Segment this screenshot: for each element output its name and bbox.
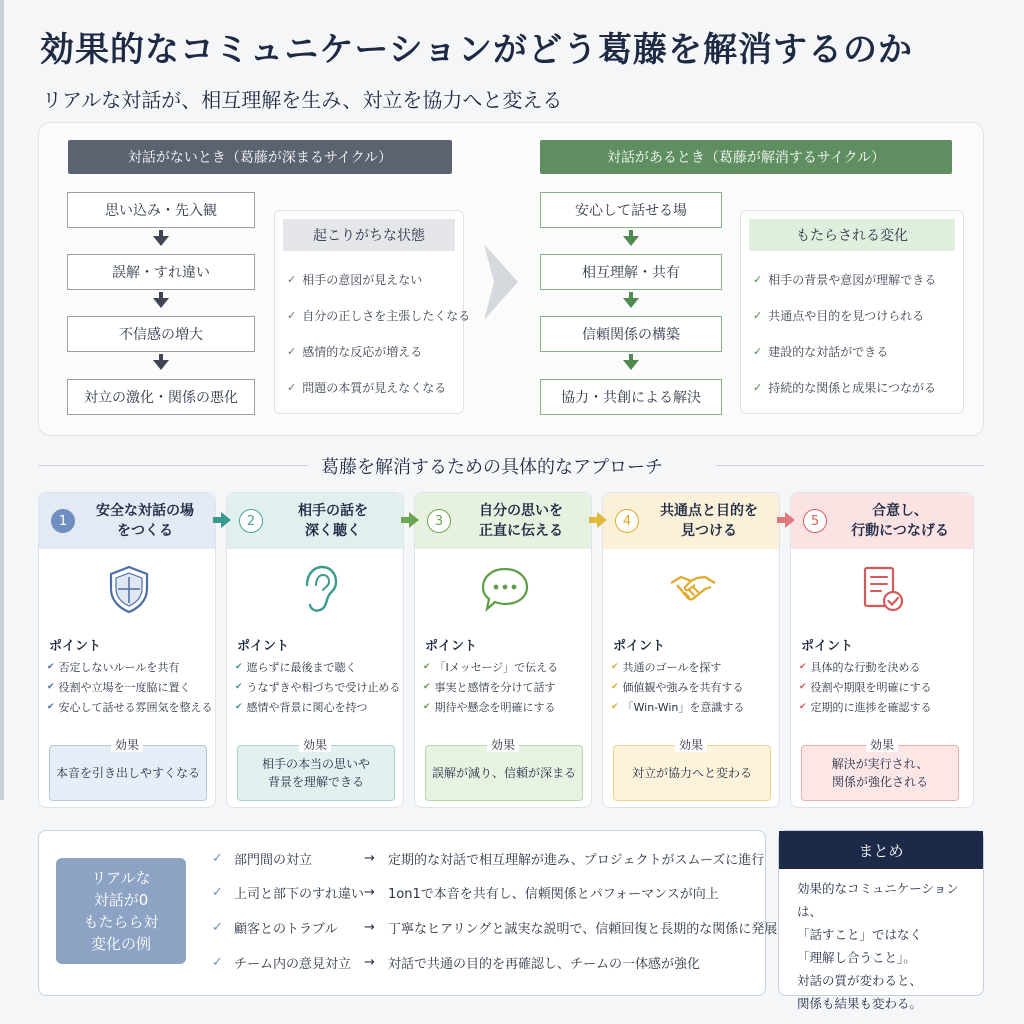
example-row: ✓ 上司と部下のすれ違い → 1on1で本音を共有し、信頼関係とパフォーマンスが向上 [212,884,719,902]
point-item: ✔ 感情や背景に関心を持つ [235,701,368,714]
point-item: ✔ 否定しないルールを共有 [47,661,180,674]
approach-card-2 [226,492,404,808]
check-icon: ✓ [287,344,297,358]
point-item: ✔ 期待や懸念を明確にする [423,701,556,714]
check-icon: ✓ [753,380,763,394]
card-header [791,493,973,549]
summary-line: 「話すこと」ではなく [797,927,923,942]
effect-label: 効果 [227,736,403,753]
summary-line: 効果的なコミュニケーションは、 [797,881,959,919]
without-state-item: ✓ 感情的な反応が増える [287,344,423,359]
down-arrow-icon [153,354,169,370]
check-icon: ✓ [287,308,297,322]
effect-box: 対立が協力へと変わる [613,745,771,801]
without-flow-step-4: 対立の激化・関係の悪化 [67,379,255,415]
without-flow-step-3: 不信感の増大 [67,316,255,352]
point-label: ポイント [613,639,666,654]
approach-card-1 [38,492,216,808]
without-state-item: ✓ 自分の正しさを主張したくなる [287,308,471,323]
summary-line: 関係も結果も変わる。 [797,996,923,1011]
without-dialogue-header: 対話がないとき（葛藤が深まるサイクル） [68,140,452,174]
approach-section-title: 葛藤を解消するための具体的なアプローチ [315,453,669,479]
down-arrow-icon [153,292,169,308]
down-arrow-icon [623,292,639,308]
page-subtitle: リアルな対話が、相互理解を生み、対立を協力へと変える [42,88,563,112]
effect-label: 効果 [603,736,779,753]
effect-label: 効果 [415,736,591,753]
card-header [39,493,215,549]
connector-arrow-icon [213,517,221,523]
effect-box: 本音を引き出しやすくなる [49,745,207,801]
point-item: ✔ 役割や期限を明確にする [799,681,932,694]
step-number-badge: 5 [803,509,827,533]
with-flow-step-1: 安心して話せる場 [540,192,722,228]
connector-arrow-icon [777,517,785,523]
approach-card-3 [414,492,592,808]
without-state-item: ✓ 問題の本質が見えなくなる [287,380,447,395]
with-flow-step-4: 協力・共創による解決 [540,379,722,415]
page-edge [0,0,4,800]
checklist-icon [855,563,907,615]
connector-arrow-icon [401,517,409,523]
right-arrow-icon: → [364,850,375,866]
summary-line: 「理解し合うこと」。 [797,950,916,965]
step-number-badge: 4 [615,509,639,533]
approach-card-4 [602,492,780,808]
page-title: 効果的なコミュニケーションがどう葛藤を解消するのか [40,30,913,70]
connector-arrow-icon [589,517,597,523]
point-item: ✔ 「Win-Win」を意識する [611,701,745,714]
point-label: ポイント [425,639,478,654]
summary-line: 対話の質が変わると、 [797,973,923,988]
connector-arrow-icon [597,512,607,528]
point-item: ✔ 役割や立場を一度脇に置く [47,681,191,694]
with-dialogue-header: 対話があるとき（葛藤が解消するサイクル） [540,140,952,174]
point-item: ✔ 具体的な行動を決める [799,661,921,674]
example-row: ✓ 部門間の対立 → 定期的な対話で相互理解が進み、プロジェクトがスムーズに進行 [212,850,765,868]
point-item: ✔ 共通のゴールを探す [611,661,722,674]
summary-box [778,830,984,1011]
right-arrow-icon: → [364,919,375,935]
with-change-item: ✓ 建設的な対話ができる [753,344,889,359]
summary-title: まとめ [779,831,983,869]
without-flow-step-2: 誤解・すれ違い [67,254,255,290]
example-row: ✓ チーム内の意見対立 → 対話で共通の目的を再確認し、チームの一体感が強化 [212,954,701,972]
card-header [603,493,779,549]
check-icon: ✓ [212,954,223,970]
transition-arrow-icon [484,244,518,320]
effect-box: 誤解が減り、信頼が深まる [425,745,583,801]
with-change-title: もたらされる変化 [749,219,955,251]
point-label: ポイント [49,639,102,654]
check-icon: ✓ [212,850,223,866]
example-row: ✓ 顧客とのトラブル → 丁寧なヒアリングと誠実な説明で、信頼回復と長期的な関係に発展 [212,919,778,937]
shield-icon [103,563,155,615]
without-state-box [274,210,471,414]
right-arrow-icon: → [364,954,375,970]
down-arrow-icon [153,230,169,246]
point-item: ✔ 定期的に進捗を確認する [799,701,932,714]
with-change-item: ✓ 共通点や目的を見つけられる [753,308,925,323]
handshake-icon [667,563,719,615]
with-change-item: ✓ 持続的な関係と成果につながる [753,380,936,395]
point-item: ✔ 遮らずに最後まで聴く [235,661,357,674]
divider [716,465,984,466]
effect-box: 相手の本当の思いや 背景を理解できる [237,745,395,801]
check-icon: ✓ [212,919,223,935]
ear-icon [291,563,343,615]
effect-box: 解決が実行され、 関係が強化される [801,745,959,801]
step-number-badge: 2 [239,509,263,533]
check-icon: ✓ [753,344,763,358]
step-number-badge: 3 [427,509,451,533]
without-state-title: 起こりがちな状態 [283,219,455,251]
card-title: 自分の思いを 正直に伝える [479,503,563,539]
point-item: ✔ うなずきや相づちで受け止める [235,681,401,694]
effect-label: 効果 [791,736,973,753]
check-icon: ✓ [753,308,763,322]
card-title: 合意し、 行動につなげる [851,503,949,539]
right-arrow-icon: → [364,884,375,900]
point-item: ✔ 「Iメッセージ」で伝える [423,661,559,674]
connector-arrow-icon [221,512,231,528]
connector-arrow-icon [409,512,419,528]
card-title: 相手の話を 深く聴く [298,503,368,539]
card-header [227,493,403,549]
with-change-box [740,210,964,414]
divider [38,465,308,466]
check-icon: ✓ [212,884,223,900]
card-title: 安全な対話の場 をつくる [96,503,194,539]
without-flow-step-1: 思い込み・先入観 [67,192,255,228]
point-label: ポイント [237,639,290,654]
with-change-item: ✓ 相手の背景や意図が理解できる [753,272,937,287]
card-header [415,493,591,549]
connector-arrow-icon [785,512,795,528]
point-item: ✔ 価値観や強みを共有する [611,681,744,694]
card-title: 共通点と目的を 見つける [660,503,758,539]
check-icon: ✓ [287,272,297,286]
effect-label: 効果 [39,736,215,753]
point-item: ✔ 安心して話せる雰囲気を整える [47,701,213,714]
down-arrow-icon [623,230,639,246]
without-state-item: ✓ 相手の意図が見えない [287,272,423,287]
approach-card-5 [790,492,974,808]
with-flow-step-2: 相互理解・共有 [540,254,722,290]
point-item: ✔ 事実と感情を分けて話す [423,681,556,694]
down-arrow-icon [623,354,639,370]
check-icon: ✓ [753,272,763,286]
examples-badge: リアルな 対話が0 もたらら対 変化の例 [56,858,186,964]
point-label: ポイント [801,639,854,654]
speech-bubble-icon [479,563,531,615]
step-number-badge: 1 [51,509,75,533]
check-icon: ✓ [287,380,297,394]
with-flow-step-3: 信頼関係の構築 [540,316,722,352]
